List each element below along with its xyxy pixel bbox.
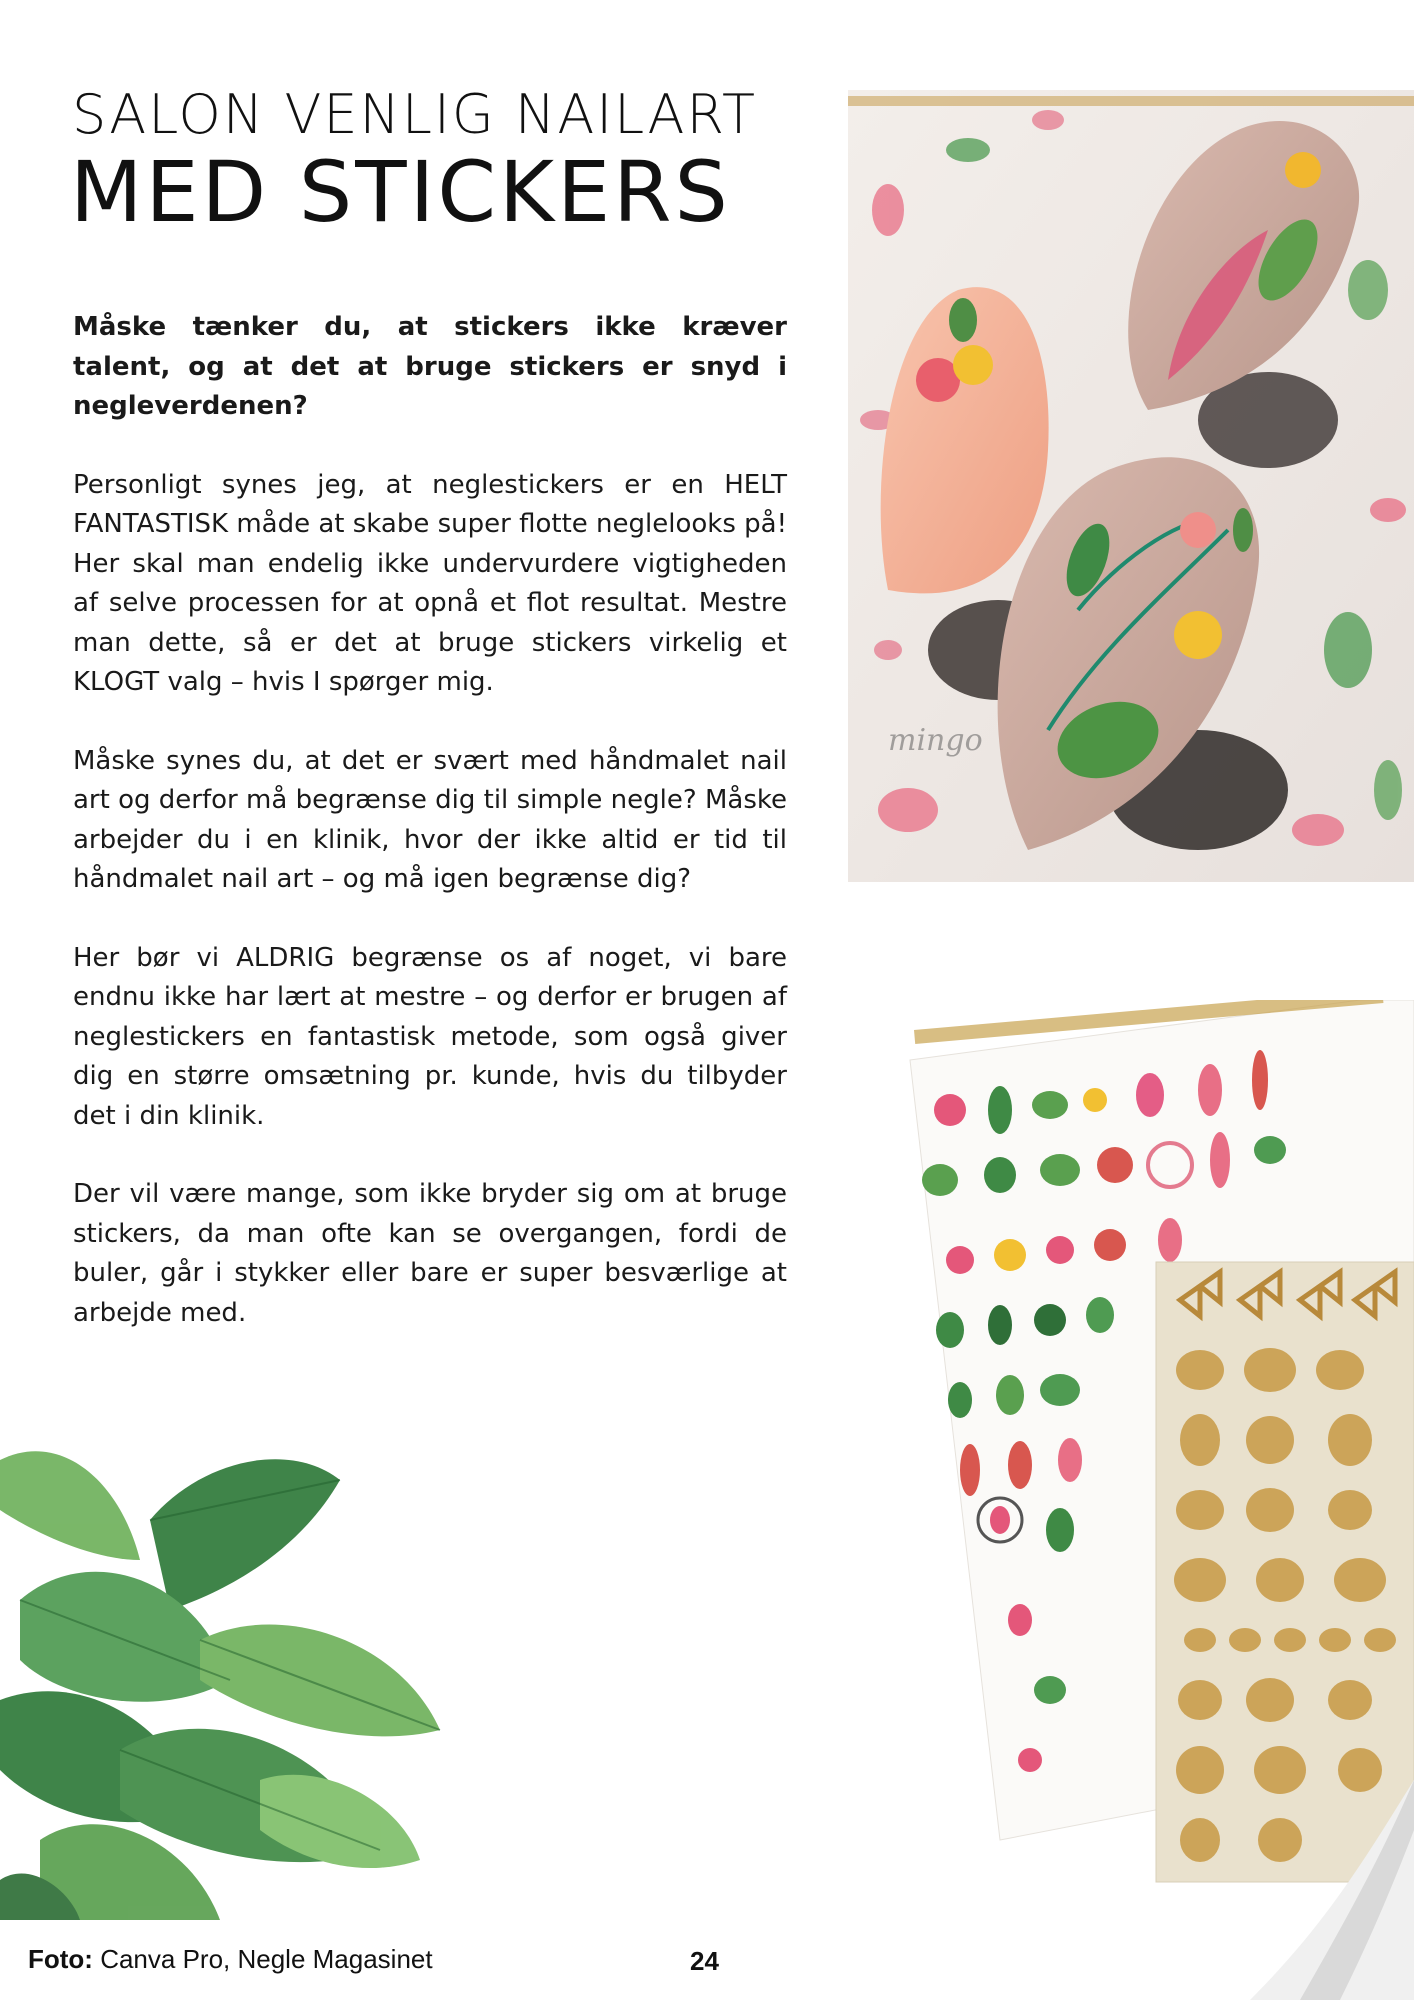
paragraph: Her bør vi ALDRIG begrænse os af noget, vi bare endnu ikke har lært at mestre – og derfor er brugen af neglestickers en fantastisk metode, som også giver dig en større omsætning pr. kunde, hvis du tilbyder det i din klinik. xyxy=(73,942,787,1131)
photo-credit-label: Foto: xyxy=(28,1944,93,1974)
sticker-sheets-illustration xyxy=(900,1000,1414,2000)
photo-credit xyxy=(28,1944,433,1975)
paragraph: Der vil være mange, som ikke bryder sig om at bruge stickers, da man ofte kan se overgangen, fordi de buler, går i stykker eller bare er super besværlige at arbejde med. xyxy=(73,1179,787,1328)
nail-photo-illustration xyxy=(848,90,1414,882)
page-number: 24 xyxy=(690,1946,719,1976)
paragraph: Personligt synes jeg, at neglestickers er en HELT FANTASTISK måde at skabe super flotte neglelooks på! Her skal man endelig ikke undervurdere vigtigheden af selve processen for at opnå et flot resultat. Mestre man dette, så er det at bruge stickers virkelig et KLOGT valg – hvis I spørger mig. xyxy=(73,469,787,697)
sticker-sheets-photo xyxy=(900,1000,1414,2000)
photo-credit-text: Canva Pro, Negle Magasinet xyxy=(92,1944,433,1974)
leaf-illustration xyxy=(0,1420,460,1920)
svg-text:mingo: mingo xyxy=(888,723,983,758)
page-title-line-2: MED STICKERS xyxy=(70,143,731,241)
paragraph-lead: Måske tænker du, at stickers ikke kræver talent, og at det at bruge stickers er snyd i negleverdenen? xyxy=(73,312,787,421)
page-title-line-1: SALON VENLIG NAILART xyxy=(72,83,758,146)
tropical-leaves-decoration xyxy=(0,1420,460,1920)
article-body xyxy=(73,308,787,1372)
paragraph: Måske synes du, at det er svært med håndmalet nail art og derfor må begrænse dig til simple negle? Måske arbejder du i en klinik, hvor der ikke altid er tid til håndmalet nail art – og må igen begrænse dig? xyxy=(73,745,787,894)
nail-photo-floral xyxy=(848,90,1414,882)
